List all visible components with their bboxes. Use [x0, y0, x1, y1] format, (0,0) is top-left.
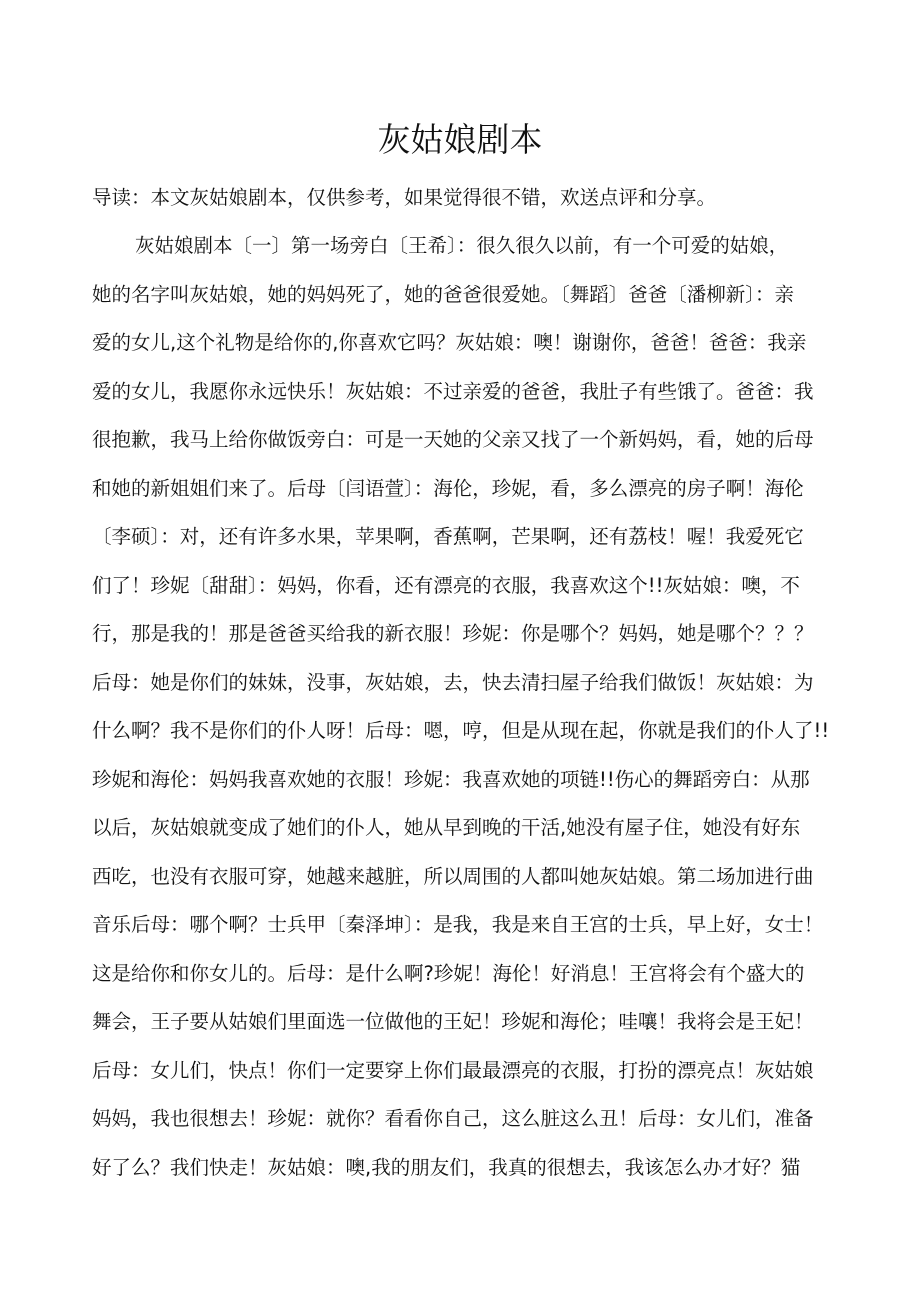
text-line: 灰姑娘剧本〔一〕第一场旁白〔王希〕：很久很久以前，有一个可爱的姑娘， [135, 234, 789, 257]
text-line: 西吃，也没有衣服可穿，她越来越脏，所以周围的人都叫她灰姑娘。第二场加进行曲 [92, 864, 814, 888]
text-line: 后母：她是你们的妹妹，没事，灰姑娘，去，快去清扫屋子给我们做饭！灰姑娘：为 [92, 670, 814, 694]
text-line: 很抱歉，我马上给你做饭旁白：可是一天她的父亲又找了一个新妈妈，看，她的后母 [92, 428, 814, 451]
text-line: 舞会，王子要从姑娘们里面选一位做他的王妃！珍妮和海伦；哇嚷！我将会是王妃！ [92, 1010, 814, 1033]
text-line: 音乐后母：哪个啊？士兵甲〔秦泽坤〕：是我，我是来自王宫的士兵，早上好，女士！ [92, 913, 824, 936]
text-line: 好了么？我们快走！灰姑娘：噢,我的朋友们，我真的很想去，我该怎么办才好？猫 [92, 1155, 801, 1179]
document-title: 灰姑娘剧本 [377, 120, 543, 159]
text-line: 这是给你和你女儿的。后母：是什么啊?珍妮！海伦！好消息！王宫将会有个盛大的 [92, 961, 805, 985]
text-line: 珍妮和海伦：妈妈我喜欢她的衣服！珍妮：我喜欢她的项链!!伤心的舞蹈旁白：从那 [92, 767, 810, 791]
text-line: 什么啊？我不是你们的仆人呀！后母：嗯，哼，但是从现在起，你就是我们的仆人了!! [92, 719, 830, 742]
text-line: 们了！珍妮〔甜甜〕：妈妈，你看，还有漂亮的衣服，我喜欢这个!!灰姑娘：噢，不 [92, 573, 800, 597]
script-body [92, 231, 832, 1201]
intro-paragraph: 导读：本文灰姑娘剧本，仅供参考，如果觉得很不错，欢送点评和分享。 [92, 186, 717, 209]
text-line: 以后，灰姑娘就变成了她们的仆人，她从早到晚的干活,她没有屋子住，她没有好东 [92, 816, 801, 839]
text-line: 爱的女儿,这个礼物是给你的,你喜欢它吗？灰姑娘：噢！谢谢你，爸爸！爸爸：我亲 [92, 331, 807, 354]
text-line: 妈妈，我也很想去！珍妮：就你？看看你自己，这么脏这么丑！后母：女儿们，准备 [92, 1107, 814, 1130]
text-line: 行，那是我的！那是爸爸买给我的新衣服！珍妮：你是哪个？妈妈，她是哪个？？？ [92, 622, 814, 645]
text-line: 爱的女儿，我愿你永远快乐！灰姑娘：不过亲爱的爸爸，我肚子有些饿了。爸爸：我 [92, 379, 814, 403]
text-line: 〔李硕〕：对，还有许多水果，苹果啊，香蕉啊，芒果啊，还有荔枝！喔！我爱死它 [92, 525, 804, 548]
text-line: 后母：女儿们，快点！你们一定要穿上你们最最漂亮的衣服，打扮的漂亮点！灰姑娘 [92, 1058, 814, 1082]
text-line: 和她的新姐姐们来了。后母〔闫语萱〕：海伦，珍妮，看，多么漂亮的房子啊！海伦 [92, 476, 804, 500]
text-line: 她的名字叫灰姑娘，她的妈妈死了，她的爸爸很爱她。〔舞蹈〕爸爸〔潘柳新〕：亲 [92, 282, 795, 306]
